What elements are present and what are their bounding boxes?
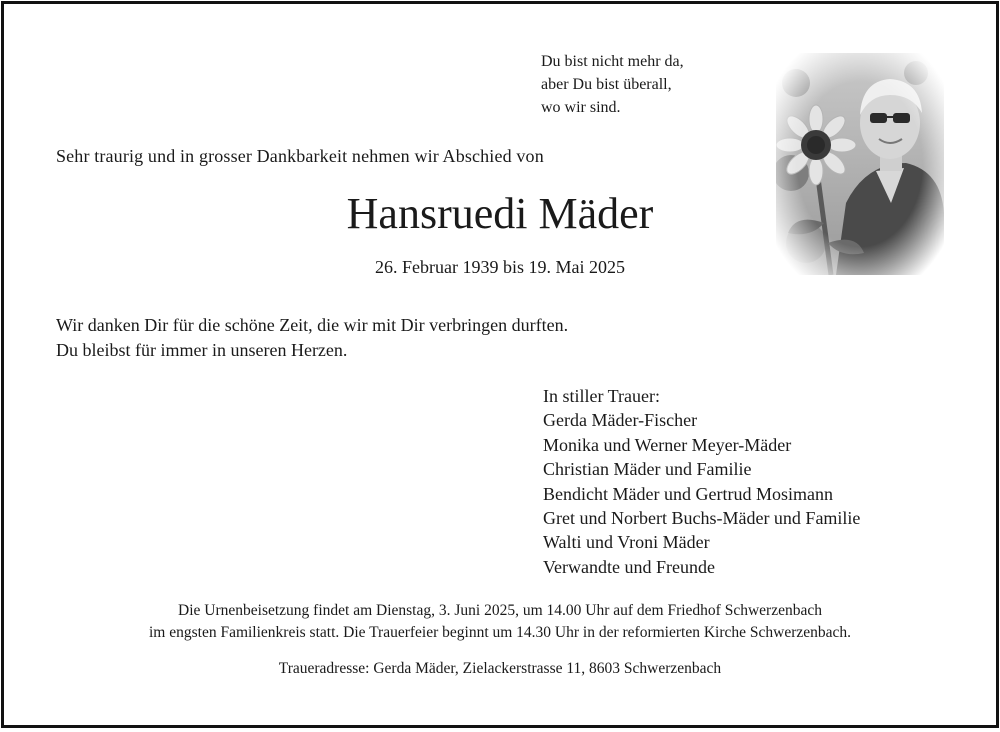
mourner-name: Monika und Werner Meyer-Mäder bbox=[543, 434, 792, 455]
intro-text: Sehr traurig und in grosser Dankbarkeit nehmen wir Abschied von bbox=[56, 146, 544, 166]
ceremony-line: im engsten Familienkreis statt. Die Trauerfeier beginnt um 14.30 Uhr in der reformierten Kirche Schwerzenbach. bbox=[148, 623, 852, 641]
mourner-name: Verwandte und Freunde bbox=[543, 556, 715, 577]
thanks-line: Du bleibst für immer in unseren Herzen. bbox=[56, 340, 348, 360]
portrait-photo bbox=[776, 53, 944, 275]
thanks-text bbox=[56, 313, 568, 363]
poem-line: wo wir sind. bbox=[541, 99, 621, 116]
mourner-name: Christian Mäder und Familie bbox=[543, 459, 752, 480]
ceremony-info bbox=[0, 600, 1000, 643]
life-dates: 26. Februar 1939 bis 19. Mai 2025 bbox=[375, 257, 625, 277]
mourner-name: Gret und Norbert Buchs-Mäder und Familie bbox=[543, 508, 861, 529]
deceased-name: Hansruedi Mäder bbox=[346, 189, 654, 238]
poem-line: aber Du bist überall, bbox=[541, 76, 672, 93]
mourners-heading: In stiller Trauer: bbox=[543, 386, 660, 406]
mourning-address: Traueradresse: Gerda Mäder, Zielackerstrasse 11, 8603 Schwerzenbach bbox=[278, 660, 722, 677]
ceremony-line: Die Urnenbeisetzung findet am Dienstag, 3. Juni 2025, um 14.00 Uhr auf dem Friedhof Schwerzenbach bbox=[178, 602, 822, 619]
portrait-with-sunflower-icon bbox=[776, 53, 944, 275]
mourner-name: Bendicht Mäder und Gertrud Mosimann bbox=[543, 483, 833, 504]
thanks-line: Wir danken Dir für die schöne Zeit, die wir mit Dir verbringen durften. bbox=[56, 315, 569, 335]
mourner-name: Gerda Mäder-Fischer bbox=[543, 410, 698, 431]
mourners-list bbox=[543, 384, 860, 579]
mourner-name: Walti und Vroni Mäder bbox=[543, 532, 710, 553]
poem-line: Du bist nicht mehr da, bbox=[541, 53, 684, 70]
poem bbox=[541, 50, 684, 119]
